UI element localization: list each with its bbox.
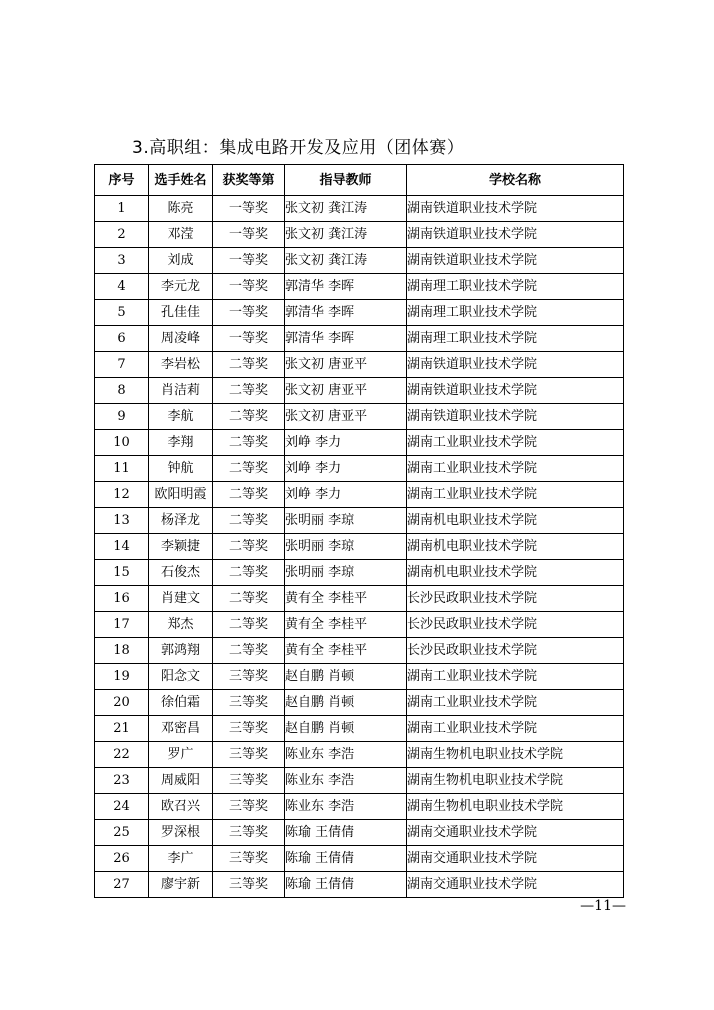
cell-award-level: 三等奖 bbox=[213, 872, 285, 898]
table-row bbox=[95, 664, 624, 690]
cell-serial-number: 18 bbox=[95, 638, 149, 664]
cell-instructor: 张明丽 李琼 bbox=[285, 508, 407, 534]
cell-serial-number: 25 bbox=[95, 820, 149, 846]
cell-school-name: 湖南机电职业技术学院 bbox=[407, 560, 624, 586]
cell-serial-number: 1 bbox=[95, 196, 149, 222]
cell-serial-number: 19 bbox=[95, 664, 149, 690]
table-row bbox=[95, 300, 624, 326]
cell-serial-number: 2 bbox=[95, 222, 149, 248]
cell-instructor: 赵自鹏 肖顿 bbox=[285, 664, 407, 690]
cell-serial-number: 15 bbox=[95, 560, 149, 586]
cell-instructor: 张文初 龚江涛 bbox=[285, 248, 407, 274]
cell-instructor: 陈瑜 王倩倩 bbox=[285, 846, 407, 872]
cell-award-level: 二等奖 bbox=[213, 534, 285, 560]
cell-school-name: 湖南铁道职业技术学院 bbox=[407, 248, 624, 274]
cell-instructor: 陈业东 李浩 bbox=[285, 742, 407, 768]
cell-school-name: 湖南机电职业技术学院 bbox=[407, 534, 624, 560]
cell-instructor: 黄有全 李桂平 bbox=[285, 612, 407, 638]
cell-contestant-name: 李岩松 bbox=[149, 352, 213, 378]
cell-school-name: 长沙民政职业技术学院 bbox=[407, 612, 624, 638]
cell-school-name: 湖南工业职业技术学院 bbox=[407, 716, 624, 742]
cell-award-level: 三等奖 bbox=[213, 768, 285, 794]
table-row bbox=[95, 352, 624, 378]
cell-school-name: 湖南交通职业技术学院 bbox=[407, 846, 624, 872]
cell-serial-number: 22 bbox=[95, 742, 149, 768]
cell-serial-number: 8 bbox=[95, 378, 149, 404]
cell-instructor: 赵自鹏 肖顿 bbox=[285, 690, 407, 716]
cell-instructor: 赵自鹏 肖顿 bbox=[285, 716, 407, 742]
cell-award-level: 二等奖 bbox=[213, 612, 285, 638]
header-award-level: 获奖等第 bbox=[213, 165, 285, 196]
cell-contestant-name: 刘成 bbox=[149, 248, 213, 274]
cell-award-level: 三等奖 bbox=[213, 846, 285, 872]
cell-instructor: 黄有全 李桂平 bbox=[285, 586, 407, 612]
cell-school-name: 湖南理工职业技术学院 bbox=[407, 274, 624, 300]
cell-school-name: 湖南理工职业技术学院 bbox=[407, 326, 624, 352]
cell-instructor: 张明丽 李琼 bbox=[285, 534, 407, 560]
cell-serial-number: 11 bbox=[95, 456, 149, 482]
cell-award-level: 三等奖 bbox=[213, 690, 285, 716]
header-contestant-name: 选手姓名 bbox=[149, 165, 213, 196]
cell-serial-number: 20 bbox=[95, 690, 149, 716]
table-row bbox=[95, 274, 624, 300]
cell-serial-number: 5 bbox=[95, 300, 149, 326]
cell-instructor: 刘峥 李力 bbox=[285, 456, 407, 482]
cell-award-level: 二等奖 bbox=[213, 404, 285, 430]
cell-school-name: 湖南工业职业技术学院 bbox=[407, 482, 624, 508]
cell-serial-number: 23 bbox=[95, 768, 149, 794]
cell-school-name: 湖南工业职业技术学院 bbox=[407, 664, 624, 690]
cell-award-level: 一等奖 bbox=[213, 300, 285, 326]
cell-instructor: 张文初 龚江涛 bbox=[285, 196, 407, 222]
cell-contestant-name: 李翔 bbox=[149, 430, 213, 456]
cell-serial-number: 26 bbox=[95, 846, 149, 872]
cell-award-level: 一等奖 bbox=[213, 248, 285, 274]
cell-school-name: 湖南铁道职业技术学院 bbox=[407, 378, 624, 404]
table-row bbox=[95, 534, 624, 560]
cell-school-name: 湖南生物机电职业技术学院 bbox=[407, 768, 624, 794]
cell-instructor: 陈业东 李浩 bbox=[285, 768, 407, 794]
table-row bbox=[95, 404, 624, 430]
table-row bbox=[95, 742, 624, 768]
page-number: —11— bbox=[580, 898, 626, 914]
cell-serial-number: 21 bbox=[95, 716, 149, 742]
cell-contestant-name: 罗深根 bbox=[149, 820, 213, 846]
cell-instructor: 陈瑜 王倩倩 bbox=[285, 872, 407, 898]
cell-award-level: 三等奖 bbox=[213, 664, 285, 690]
cell-school-name: 湖南交通职业技术学院 bbox=[407, 872, 624, 898]
cell-school-name: 湖南铁道职业技术学院 bbox=[407, 352, 624, 378]
cell-instructor: 张文初 唐亚平 bbox=[285, 352, 407, 378]
cell-award-level: 二等奖 bbox=[213, 508, 285, 534]
table-row bbox=[95, 820, 624, 846]
cell-instructor: 张文初 唐亚平 bbox=[285, 378, 407, 404]
cell-school-name: 湖南工业职业技术学院 bbox=[407, 456, 624, 482]
cell-school-name: 湖南铁道职业技术学院 bbox=[407, 404, 624, 430]
cell-serial-number: 12 bbox=[95, 482, 149, 508]
cell-serial-number: 7 bbox=[95, 352, 149, 378]
header-school-name: 学校名称 bbox=[407, 165, 624, 196]
cell-instructor: 刘峥 李力 bbox=[285, 430, 407, 456]
cell-serial-number: 4 bbox=[95, 274, 149, 300]
cell-instructor: 陈瑜 王倩倩 bbox=[285, 820, 407, 846]
cell-contestant-name: 杨泽龙 bbox=[149, 508, 213, 534]
cell-serial-number: 3 bbox=[95, 248, 149, 274]
cell-instructor: 张文初 龚江涛 bbox=[285, 222, 407, 248]
cell-serial-number: 14 bbox=[95, 534, 149, 560]
cell-instructor: 刘峥 李力 bbox=[285, 482, 407, 508]
cell-contestant-name: 徐伯霜 bbox=[149, 690, 213, 716]
cell-instructor: 郭清华 李晖 bbox=[285, 300, 407, 326]
cell-instructor: 郭清华 李晖 bbox=[285, 274, 407, 300]
table-row bbox=[95, 482, 624, 508]
cell-contestant-name: 李广 bbox=[149, 846, 213, 872]
cell-contestant-name: 孔佳佳 bbox=[149, 300, 213, 326]
cell-school-name: 湖南生物机电职业技术学院 bbox=[407, 742, 624, 768]
table-row bbox=[95, 196, 624, 222]
cell-award-level: 三等奖 bbox=[213, 820, 285, 846]
cell-award-level: 一等奖 bbox=[213, 222, 285, 248]
cell-instructor: 陈业东 李浩 bbox=[285, 794, 407, 820]
cell-contestant-name: 李元龙 bbox=[149, 274, 213, 300]
cell-school-name: 湖南铁道职业技术学院 bbox=[407, 222, 624, 248]
cell-contestant-name: 李颖捷 bbox=[149, 534, 213, 560]
cell-contestant-name: 邓密昌 bbox=[149, 716, 213, 742]
table-row bbox=[95, 612, 624, 638]
cell-contestant-name: 郑杰 bbox=[149, 612, 213, 638]
table-row bbox=[95, 872, 624, 898]
cell-school-name: 湖南生物机电职业技术学院 bbox=[407, 794, 624, 820]
table-row bbox=[95, 222, 624, 248]
cell-school-name: 湖南理工职业技术学院 bbox=[407, 300, 624, 326]
cell-instructor: 张明丽 李琼 bbox=[285, 560, 407, 586]
cell-award-level: 二等奖 bbox=[213, 352, 285, 378]
cell-award-level: 二等奖 bbox=[213, 560, 285, 586]
cell-school-name: 湖南铁道职业技术学院 bbox=[407, 196, 624, 222]
award-table bbox=[94, 164, 624, 898]
cell-award-level: 二等奖 bbox=[213, 586, 285, 612]
cell-contestant-name: 肖建文 bbox=[149, 586, 213, 612]
cell-award-level: 二等奖 bbox=[213, 430, 285, 456]
cell-serial-number: 16 bbox=[95, 586, 149, 612]
table-row bbox=[95, 586, 624, 612]
table-row bbox=[95, 768, 624, 794]
cell-contestant-name: 周威阳 bbox=[149, 768, 213, 794]
cell-contestant-name: 肖洁莉 bbox=[149, 378, 213, 404]
cell-serial-number: 17 bbox=[95, 612, 149, 638]
cell-serial-number: 9 bbox=[95, 404, 149, 430]
table-row bbox=[95, 456, 624, 482]
table-header-row bbox=[95, 165, 624, 196]
cell-school-name: 湖南工业职业技术学院 bbox=[407, 690, 624, 716]
header-instructor: 指导教师 bbox=[285, 165, 407, 196]
cell-instructor: 张文初 唐亚平 bbox=[285, 404, 407, 430]
table-row bbox=[95, 508, 624, 534]
cell-award-level: 一等奖 bbox=[213, 196, 285, 222]
header-serial-number: 序号 bbox=[95, 165, 149, 196]
cell-award-level: 二等奖 bbox=[213, 482, 285, 508]
cell-contestant-name: 廖宇新 bbox=[149, 872, 213, 898]
cell-serial-number: 24 bbox=[95, 794, 149, 820]
section-title: 3.高职组：集成电路开发及应用（团体赛） bbox=[132, 138, 465, 158]
table-row bbox=[95, 378, 624, 404]
cell-contestant-name: 钟航 bbox=[149, 456, 213, 482]
cell-contestant-name: 欧召兴 bbox=[149, 794, 213, 820]
cell-school-name: 湖南工业职业技术学院 bbox=[407, 430, 624, 456]
table-row bbox=[95, 794, 624, 820]
cell-award-level: 二等奖 bbox=[213, 638, 285, 664]
cell-award-level: 二等奖 bbox=[213, 456, 285, 482]
cell-school-name: 湖南机电职业技术学院 bbox=[407, 508, 624, 534]
cell-school-name: 湖南交通职业技术学院 bbox=[407, 820, 624, 846]
cell-contestant-name: 邓滢 bbox=[149, 222, 213, 248]
table-row bbox=[95, 716, 624, 742]
table-row bbox=[95, 430, 624, 456]
cell-contestant-name: 李航 bbox=[149, 404, 213, 430]
cell-contestant-name: 欧阳明霞 bbox=[149, 482, 213, 508]
table-row bbox=[95, 638, 624, 664]
table-row bbox=[95, 846, 624, 872]
cell-contestant-name: 陈亮 bbox=[149, 196, 213, 222]
cell-instructor: 郭清华 李晖 bbox=[285, 326, 407, 352]
cell-award-level: 三等奖 bbox=[213, 742, 285, 768]
cell-award-level: 三等奖 bbox=[213, 794, 285, 820]
cell-serial-number: 13 bbox=[95, 508, 149, 534]
cell-serial-number: 10 bbox=[95, 430, 149, 456]
table-row bbox=[95, 560, 624, 586]
table-row bbox=[95, 326, 624, 352]
cell-award-level: 一等奖 bbox=[213, 326, 285, 352]
cell-school-name: 长沙民政职业技术学院 bbox=[407, 586, 624, 612]
cell-contestant-name: 郭鸿翔 bbox=[149, 638, 213, 664]
cell-contestant-name: 石俊杰 bbox=[149, 560, 213, 586]
cell-serial-number: 27 bbox=[95, 872, 149, 898]
cell-award-level: 一等奖 bbox=[213, 274, 285, 300]
table-row bbox=[95, 690, 624, 716]
table-body bbox=[95, 196, 624, 898]
cell-contestant-name: 罗广 bbox=[149, 742, 213, 768]
cell-award-level: 三等奖 bbox=[213, 716, 285, 742]
cell-award-level: 二等奖 bbox=[213, 378, 285, 404]
table-row bbox=[95, 248, 624, 274]
cell-instructor: 黄有全 李桂平 bbox=[285, 638, 407, 664]
cell-school-name: 长沙民政职业技术学院 bbox=[407, 638, 624, 664]
cell-serial-number: 6 bbox=[95, 326, 149, 352]
cell-contestant-name: 阳念文 bbox=[149, 664, 213, 690]
cell-contestant-name: 周凌峰 bbox=[149, 326, 213, 352]
